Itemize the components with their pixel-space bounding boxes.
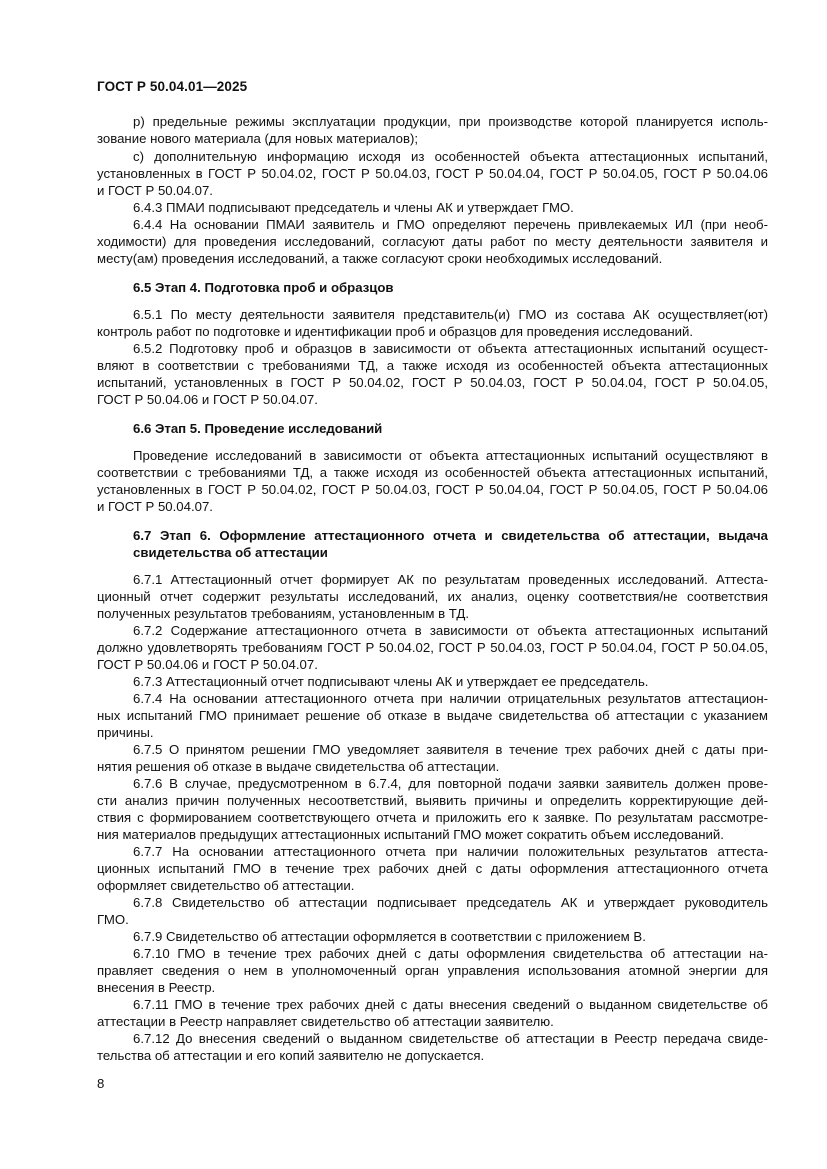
text-line: Проведение исследований в зависимости от объекта аттестационных испытаний осуществляют в — [133, 448, 768, 463]
text-line: вляют в соответствии с требованиями ТД, а также исходя из особенностей объекта аттестационных — [97, 358, 768, 373]
text-line: 6.4.3 ПМАИ подписывают председатель и члены АК и утверждает ГМО. — [133, 200, 574, 215]
text-line: соответствии с требованиями ТД, а также исходя из особенностей объекта аттестационных испытаний, — [97, 465, 768, 480]
text-line: ствия с формированием соответствующего отчета и приложить его к заявке. По результатам рассмотре- — [97, 810, 768, 825]
text-line: причины. — [97, 725, 154, 740]
text-line: 6.7.5 О принятом решении ГМО уведомляет заявителя в течение трех рабочих дней с даты при- — [133, 742, 768, 757]
text-line: оформляет свидетельство об аттестации. — [97, 878, 355, 893]
text-line: зование нового материала (для новых материалов); — [97, 131, 419, 146]
document-header: ГОСТ Р 50.04.01—2025 — [97, 79, 248, 94]
text-line: ния материалов предыдущих аттестационных испытаний ГМО может сократить объем исследований. — [97, 827, 724, 842]
text-line: ных испытаний ГМО принимает решение об отказе в выдаче свидетельства об аттестации с указанием — [97, 708, 768, 723]
text-line: 6.7.11 ГМО в течение трех рабочих дней с даты внесения сведений о выданном свидетельстве об — [133, 997, 768, 1012]
text-line: ходимости) для проведения исследований, согласуют даты работ по месту деятельности заявителя и — [97, 234, 768, 249]
text-line: и ГОСТ Р 50.04.07. — [97, 183, 213, 198]
text-line: 6.7.3 Аттестационный отчет подписывают члены АК и утверждает ее председатель. — [133, 674, 649, 689]
section-heading: 6.7 Этап 6. Оформление аттестационного отчета и свидетельства об аттестации, выдача — [133, 528, 768, 543]
page-number: 8 — [97, 1076, 105, 1091]
text-line: 6.7.9 Свидетельство об аттестации оформляется в соответствии с приложением В. — [133, 929, 646, 944]
text-line: 6.7.6 В случае, предусмотренном в 6.7.4, для повторной подачи заявки заявитель должен прове- — [133, 776, 768, 791]
text-line: месту(ам) проведения исследований, а также согласуют сроки необходимых исследований. — [97, 251, 663, 266]
text-line: ГМО. — [97, 912, 129, 927]
text-line: и ГОСТ Р 50.04.07. — [97, 499, 213, 514]
text-line: контроль работ по подготовке и идентификации проб и образцов для проведения исследований. — [97, 324, 694, 339]
text-line: 6.4.4 На основании ПМАИ заявитель и ГМО определяют перечень привлекаемых ИЛ (при необ- — [133, 217, 768, 232]
text-line: ционных испытаний ГМО в течение трех рабочих дней с даты оформления аттестационного отчета — [97, 861, 768, 876]
text-line: полученных результатов требованиям, установленным в ТД. — [97, 606, 470, 621]
text-line: 6.7.2 Содержание аттестационного отчета в зависимости от объекта аттестационных испытаний — [133, 623, 768, 638]
text-line: тельства об аттестации и его копий заявителю не допускается. — [97, 1048, 485, 1063]
text-line: должно удовлетворять требованиям ГОСТ Р 50.04.02, ГОСТ Р 50.04.03, ГОСТ Р 50.04.04, ГОСТ Р 50.04.05, — [97, 640, 768, 655]
text-line: 6.7.4 На основании аттестационного отчета при наличии отрицательных результатов аттестацион- — [133, 691, 768, 706]
text-line: с) дополнительную информацию исходя из особенностей объекта аттестационных испытаний, — [133, 149, 768, 164]
text-line: 6.7.10 ГМО в течение трех рабочих дней с даты оформления свидетельства об аттестации на- — [133, 946, 768, 961]
text-line: сти анализ причин полученных несоответствий, выявить причины и определить корректирующие дей- — [97, 793, 768, 808]
text-line: аттестации в Реестр направляет свидетельство об аттестации заявителю. — [97, 1014, 554, 1029]
text-line: нятия решения об отказе в выдаче свидетельства об аттестации. — [97, 759, 500, 774]
text-line: установленных в ГОСТ Р 50.04.02, ГОСТ Р 50.04.03, ГОСТ Р 50.04.04, ГОСТ Р 50.04.05, ГОСТ Р 50.04.06 — [97, 166, 768, 181]
text-line: ционный отчет содержит результаты исследований, их анализ, оценку соответствия/не соответствия — [97, 589, 768, 604]
section-heading: свидетельства об аттестации — [133, 545, 328, 560]
text-line: установленных в ГОСТ Р 50.04.02, ГОСТ Р 50.04.03, ГОСТ Р 50.04.04, ГОСТ Р 50.04.05, ГОСТ Р 50.04.06 — [97, 482, 768, 497]
section-heading: 6.5 Этап 4. Подготовка проб и образцов — [133, 280, 394, 295]
text-line: испытаний, установленных в ГОСТ Р 50.04.02, ГОСТ Р 50.04.03, ГОСТ Р 50.04.04, ГОСТ Р 50.04.05, — [97, 375, 768, 390]
text-line: ГОСТ Р 50.04.06 и ГОСТ Р 50.04.07. — [97, 657, 318, 672]
text-line: правляет сведения о нем в уполномоченный орган управления использования атомной энергии для — [97, 963, 768, 978]
text-line: 6.5.1 По месту деятельности заявителя представитель(и) ГМО из состава АК осуществляет(ют) — [133, 307, 768, 322]
text-line: 6.7.7 На основании аттестационного отчета при наличии положительных результатов аттеста- — [133, 844, 768, 859]
text-line: ГОСТ Р 50.04.06 и ГОСТ Р 50.04.07. — [97, 392, 318, 407]
text-line: 6.5.2 Подготовку проб и образцов в зависимости от объекта аттестационных испытаний осущест- — [133, 341, 768, 356]
text-line: 6.7.12 До внесения сведений о выданном свидетельстве об аттестации в Реестр передача свиде- — [133, 1031, 768, 1046]
section-heading: 6.6 Этап 5. Проведение исследований — [133, 421, 383, 436]
text-line: р) предельные режимы эксплуатации продукции, при производстве которой планируется исполь- — [133, 114, 768, 129]
text-line: внесения в Реестр. — [97, 980, 216, 995]
text-line: 6.7.8 Свидетельство об аттестации подписывает председатель АК и утверждает руководитель — [133, 895, 768, 910]
text-line: 6.7.1 Аттестационный отчет формирует АК по результатам проведенных исследований. Аттеста- — [133, 572, 768, 587]
